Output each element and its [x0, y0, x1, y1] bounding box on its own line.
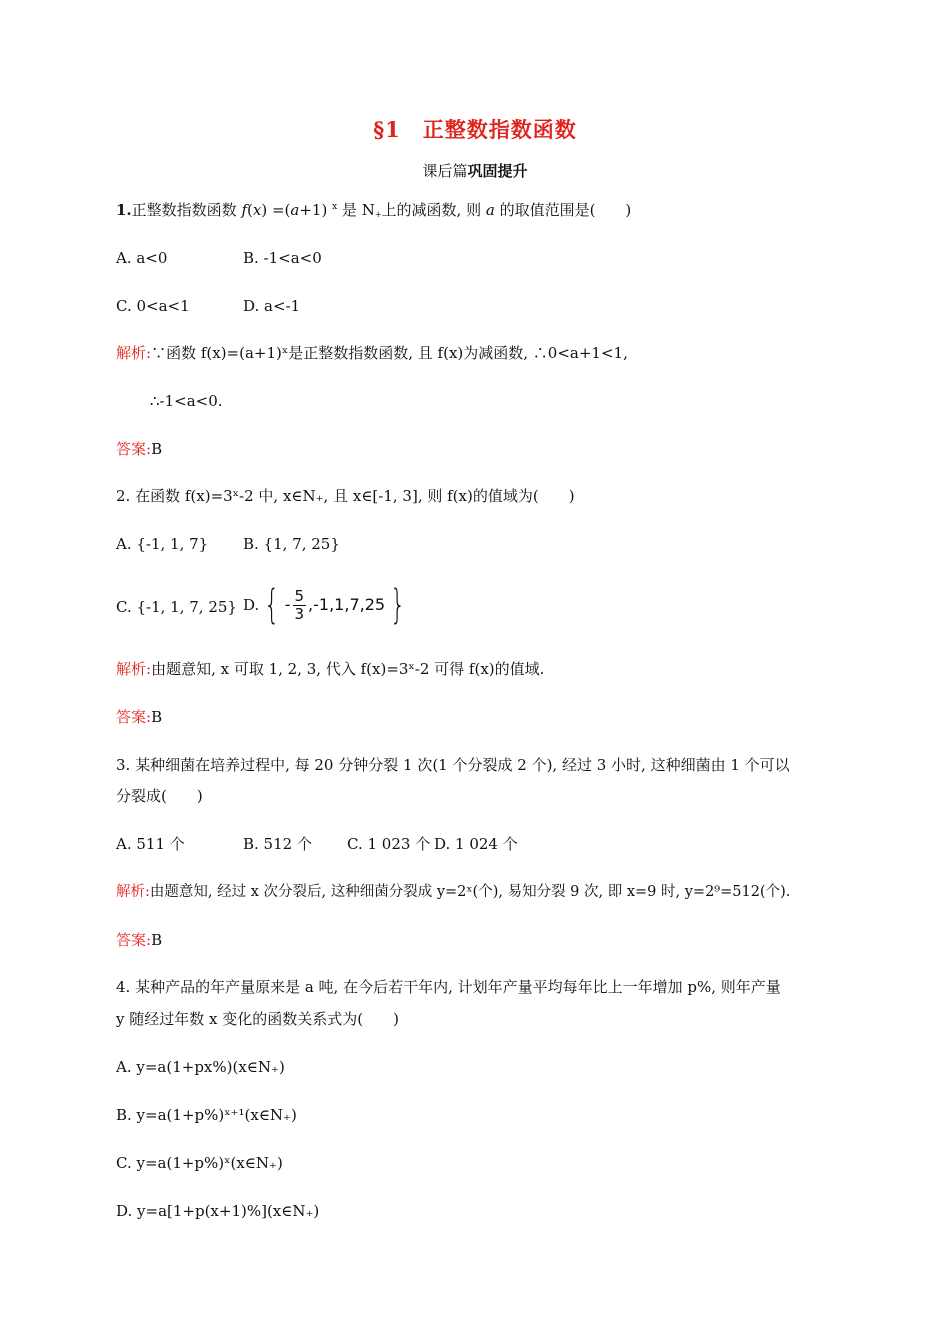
left-brace-glyph: {	[264, 582, 280, 628]
q4-option-c: C. y=a(1+p%)ˣ(x∈N₊)	[116, 1154, 283, 1172]
q1-option-a: A. a<0	[116, 249, 168, 267]
q1-option-c: C. 0<a<1	[116, 297, 190, 315]
q2-option-d-set	[259, 582, 410, 628]
q2-option-a: A. {-1, 1, 7}	[116, 535, 209, 553]
q2-stem: 2. 在函数 f(x)=3ˣ-2 中, x∈N₊, 且 x∈[-1, 3], 则 f(x)的值域为( )	[116, 487, 575, 505]
q3-option-d: D. 1 024 个	[434, 835, 518, 853]
page-subtitle	[0, 160, 950, 181]
q4-option-b: B. y=a(1+p%)ˣ⁺¹(x∈N₊)	[116, 1106, 297, 1124]
subtitle-bold: 巩固提升	[467, 162, 528, 180]
q3-answer: 答案:B	[116, 931, 163, 949]
q1-answer: 答案:B	[116, 440, 163, 458]
q2-answer: 答案:B	[116, 708, 163, 726]
q3-option-b: B. 512 个	[243, 835, 312, 853]
q1-option-b: B. -1<a<0	[243, 249, 322, 267]
q4-stem-line1: 4. 某种产品的年产量原来是 a 吨, 在今后若干年内, 计划年产量平均每年比上一年增加 p%, 则年产量	[116, 978, 781, 996]
fraction: $\frac{5}{3}$	[294, 586, 305, 623]
minus-sign: -	[284, 595, 291, 614]
set-elements: ,-1,1,7,25	[308, 595, 386, 614]
q4-option-a: A. y=a(1+px%)(x∈N₊)	[116, 1058, 285, 1076]
q2-option-d	[243, 584, 411, 626]
page-title: §1 正整数指数函数	[373, 117, 577, 142]
q1-option-d: D. a<-1	[243, 297, 301, 315]
q1-analysis: 解析:∵函数 f(x)=(a+1)ˣ是正整数指数函数, 且 f(x)为减函数, ∴0<a+1<1,	[116, 344, 628, 362]
q3-analysis: 解析:由题意知, 经过 x 次分裂后, 这种细菌分裂成 y=2ˣ(个), 易知分裂 9 次, 即 x=9 时, y=2⁹=512(个).	[116, 884, 791, 900]
subtitle-prefix: 课后篇	[422, 162, 468, 180]
q1-analysis-cont: ∴-1<a<0.	[150, 392, 223, 410]
q4-option-d: D. y=a[1+p(x+1)%](x∈N₊)	[116, 1202, 320, 1220]
q2-option-c: C. {-1, 1, 7, 25}	[116, 598, 237, 616]
q2-analysis: 解析:由题意知, x 可取 1, 2, 3, 代入 f(x)=3ˣ-2 可得 f(x)的值域.	[116, 660, 545, 678]
q3-option-c: C. 1 023 个	[347, 835, 431, 853]
q3-stem-line1: 3. 某种细菌在培养过程中, 每 20 分钟分裂 1 次(1 个分裂成 2 个), 经过 3 小时, 这种细菌由 1 个可以	[116, 756, 790, 774]
q2-option-b: B. {1, 7, 25}	[243, 535, 340, 553]
q1-stem: 1.正整数指数函数 f(x) =(a+1) $^x$ 是 $N_+$上的减函数, 则 a 的取值范围是( )	[116, 201, 632, 219]
q4-stem-line2: y 随经过年数 x 变化的函数关系式为( )	[116, 1010, 399, 1028]
right-brace-glyph: }	[390, 582, 406, 628]
q2-option-d-prefix: D.	[243, 596, 260, 614]
q3-option-a: A. 511 个	[116, 835, 185, 853]
q3-stem-line2: 分裂成( )	[116, 787, 203, 805]
